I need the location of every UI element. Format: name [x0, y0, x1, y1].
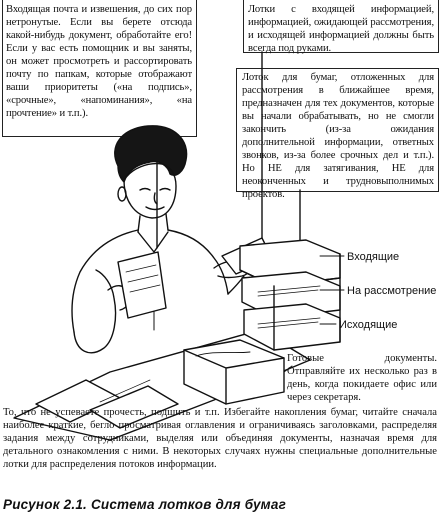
hair-shape: [115, 126, 187, 182]
label-incoming-tray: Входящие: [347, 251, 400, 263]
ready-box-body: [184, 340, 284, 404]
figure-caption: Рисунок 2.1. Система лотков для бумаг: [3, 497, 286, 512]
collar: [138, 232, 168, 252]
neck: [138, 214, 168, 232]
callout-text-incoming-mail: Входящая почта и извешения, до сих пор нетронутые. Если вы берете отсюда какой-нибудь документ, обработайте его! Если у вас есть помощник и вы заняты, он может просмотреть и рассортировать почту по папкам, которые отображают ваши приоритеты («на подпись», «срочные», «напоминания», «на прочтение» и т.п.).: [6, 4, 192, 119]
callout-text-trays: Лотки с входящей информацией, информацией, ожидающей рассмотрения, и исходящей информацией должны быть всегда под руками.: [248, 4, 434, 54]
mouth: [146, 207, 164, 210]
ear: [118, 187, 126, 201]
face-outline: [124, 164, 176, 218]
left-arm: [74, 270, 116, 353]
unprocessed-papers-text: То, что не успеваете прочесть, подшить и т.п. Избегайте накопления бумаг, читайте сначала наиболее краткие, бегло просматривая оглавления и ограничиваясь заголовками, распределяя задания между сотрудниками, выделяя или объединяя документы, назначая время для детального ознакомления с ними. В некоторых случаях нужны специальные дополнительные лотки для распределения потоков информации.: [3, 407, 437, 470]
callout-text-pending-tray: Лоток для бумаг, отложенных для рассмотрения в ближайшее время, предназначен для тех документов, которые вы начали обрабатывать, но не смогли закончить (из-за ожидания дополнительной информации, ответных звонков, из-за более срочных дел и т.п.). Но НЕ для затягивания, НЕ для неоконченных и трудновыполнимых проектов.: [242, 72, 434, 200]
eyes: [140, 189, 170, 191]
right-shoulder: [168, 230, 228, 294]
label-review-tray: На рассмотрение: [347, 285, 437, 297]
tray-stack: [240, 240, 340, 350]
ready-documents-text: Готовые документы. Отправляйте их несколько раз в день, когда покидаете офис или через секретаря.: [287, 353, 437, 403]
label-outgoing-tray: Исходящие: [339, 319, 398, 331]
